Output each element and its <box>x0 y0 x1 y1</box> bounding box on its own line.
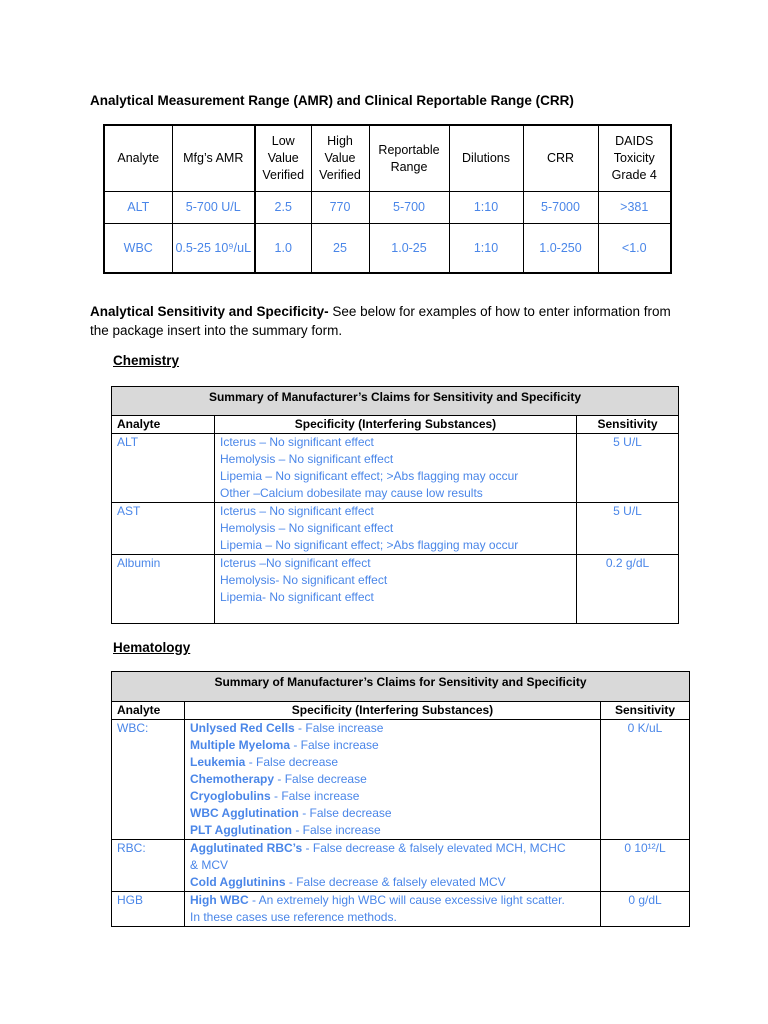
amr-heading: Analytical Measurement Range (AMR) and Clinical Reportable Range (CRR) <box>90 93 574 108</box>
specificity-line <box>190 857 595 874</box>
amr-cell: 1.0-250 <box>523 224 598 274</box>
table-title-row <box>112 387 679 416</box>
amr-header-cell: Low Value Verified <box>255 125 311 192</box>
amr-cell: 1:10 <box>449 224 523 274</box>
chemistry-table-title: Summary of Manufacturer’s Claims for Sensitivity and Specificity <box>112 387 679 416</box>
sensitivity-cell: 5 U/L <box>577 503 679 555</box>
table-header-row <box>112 702 690 720</box>
interferent-name: Unlysed Red Cells <box>190 721 295 735</box>
interferent-name: WBC Agglutination <box>190 806 299 820</box>
specificity-line: Icterus – No significant effect <box>220 435 374 449</box>
sensitivity-cell: 5 U/L <box>577 434 679 503</box>
specificity-line <box>190 737 595 754</box>
specificity-line <box>190 720 595 737</box>
interferent-effect: - False decrease <box>298 806 392 820</box>
specificity-cell <box>185 720 601 840</box>
interferent-effect: - An extremely high WBC will cause excessive light scatter. <box>248 893 565 907</box>
amr-cell: >381 <box>598 192 671 224</box>
specificity-line: Lipemia – No significant effect; >Abs flagging may occur <box>220 538 519 552</box>
sensitivity-cell: 0 K/uL <box>601 720 690 840</box>
interferent-name: PLT Agglutination <box>190 823 292 837</box>
specificity-cell <box>185 840 601 892</box>
table-row <box>112 720 690 840</box>
amr-cell: 0.5-25 10⁹/uL <box>172 224 255 274</box>
amr-cell: 1.0-25 <box>369 224 449 274</box>
specificity-line <box>190 788 595 805</box>
col-header-analyte: Analyte <box>112 702 185 720</box>
analyte-cell: WBC: <box>112 720 185 840</box>
analyte-cell: ALT <box>112 434 215 503</box>
amr-header-cell: High Value Verified <box>311 125 369 192</box>
paragraph-text: See below for examples of how to enter information from the package insert into the summary form. <box>90 304 671 338</box>
specificity-cell <box>215 555 577 624</box>
amr-row <box>104 192 671 224</box>
specificity-line: Icterus – No significant effect <box>220 504 374 518</box>
specificity-line <box>190 892 595 909</box>
specificity-line <box>190 874 595 891</box>
specificity-cell <box>185 892 601 927</box>
analyte-cell: Albumin <box>112 555 215 624</box>
interferent-name: Cold Agglutinins <box>190 875 286 889</box>
amr-table <box>103 124 672 274</box>
col-header-specificity: Specificity (Interfering Substances) <box>215 416 577 434</box>
analyte-cell: RBC: <box>112 840 185 892</box>
hematology-table <box>111 671 690 927</box>
amr-cell: 5-7000 <box>523 192 598 224</box>
amr-cell: ALT <box>104 192 172 224</box>
specificity-line: Other –Calcium dobesilate may cause low results <box>220 486 483 500</box>
table-title-row <box>112 672 690 702</box>
amr-header-cell: Mfg’s AMR <box>172 125 255 192</box>
sensitivity-cell: 0 g/dL <box>601 892 690 927</box>
chemistry-table <box>111 386 679 624</box>
interferent-name: High WBC <box>190 893 249 907</box>
paragraph-lead: Analytical Sensitivity and Specificity- <box>90 304 329 319</box>
sensitivity-cell: 0 10¹²/L <box>601 840 690 892</box>
col-header-sensitivity: Sensitivity <box>601 702 690 720</box>
table-row <box>112 555 679 624</box>
interferent-effect: - False increase <box>294 721 384 735</box>
col-header-sensitivity: Sensitivity <box>577 416 679 434</box>
amr-cell: 1:10 <box>449 192 523 224</box>
specificity-line <box>190 754 595 771</box>
specificity-cell <box>215 434 577 503</box>
table-row <box>112 434 679 503</box>
specificity-line: Lipemia – No significant effect; >Abs flagging may occur <box>220 469 519 483</box>
amr-header-cell: CRR <box>523 125 598 192</box>
amr-header-cell: DAIDS Toxicity Grade 4 <box>598 125 671 192</box>
specificity-line: Icterus –No significant effect <box>220 556 371 570</box>
specificity-line <box>190 771 595 788</box>
amr-cell: 25 <box>311 224 369 274</box>
interferent-effect: In these cases use reference methods. <box>190 910 397 924</box>
amr-header-cell: Analyte <box>104 125 172 192</box>
interferent-effect: - False increase <box>290 738 379 752</box>
table-row <box>112 892 690 927</box>
col-header-specificity: Specificity (Interfering Substances) <box>185 702 601 720</box>
interferent-name: Agglutinated RBC’s <box>190 841 303 855</box>
amr-cell: WBC <box>104 224 172 274</box>
analyte-cell: AST <box>112 503 215 555</box>
interferent-name: Multiple Myeloma <box>190 738 291 752</box>
interferent-effect: - False decrease <box>274 772 367 786</box>
chemistry-section-title: Chemistry <box>113 353 180 368</box>
specificity-line: Hemolysis- No significant effect <box>220 573 388 587</box>
sensitivity-paragraph <box>90 302 690 340</box>
amr-cell: 2.5 <box>255 192 311 224</box>
hematology-table-title: Summary of Manufacturer’s Claims for Sensitivity and Specificity <box>112 672 690 702</box>
interferent-effect: - False decrease & falsely elevated MCV <box>285 875 506 889</box>
interferent-effect: & MCV <box>190 858 229 872</box>
specificity-cell <box>215 503 577 555</box>
specificity-line: Lipemia- No significant effect <box>220 590 374 604</box>
interferent-name: Chemotherapy <box>190 772 275 786</box>
interferent-name: Cryoglobulins <box>190 789 271 803</box>
amr-row <box>104 224 671 274</box>
specificity-line <box>190 909 595 926</box>
col-header-analyte: Analyte <box>112 416 215 434</box>
table-header-row <box>112 416 679 434</box>
table-row <box>112 840 690 892</box>
analyte-cell: HGB <box>112 892 185 927</box>
amr-header-cell: Reportable Range <box>369 125 449 192</box>
interferent-name: Leukemia <box>190 755 246 769</box>
amr-cell: 770 <box>311 192 369 224</box>
amr-cell: 1.0 <box>255 224 311 274</box>
specificity-line <box>190 822 595 839</box>
amr-cell: 5-700 U/L <box>172 192 255 224</box>
interferent-effect: - False decrease & falsely elevated MCH, MCHC <box>302 841 566 855</box>
amr-cell: <1.0 <box>598 224 671 274</box>
table-row <box>112 503 679 555</box>
specificity-line: Hemolysis – No significant effect <box>220 521 394 535</box>
amr-cell: 5-700 <box>369 192 449 224</box>
specificity-line <box>190 805 595 822</box>
specificity-line <box>190 840 595 857</box>
specificity-line: Hemolysis – No significant effect <box>220 452 394 466</box>
interferent-effect: - False increase <box>270 789 360 803</box>
hematology-section-title: Hematology <box>113 640 191 655</box>
interferent-effect: - False increase <box>291 823 381 837</box>
amr-header-cell: Dilutions <box>449 125 523 192</box>
sensitivity-cell: 0.2 g/dL <box>577 555 679 624</box>
interferent-effect: - False decrease <box>245 755 339 769</box>
amr-header-row <box>104 125 671 192</box>
